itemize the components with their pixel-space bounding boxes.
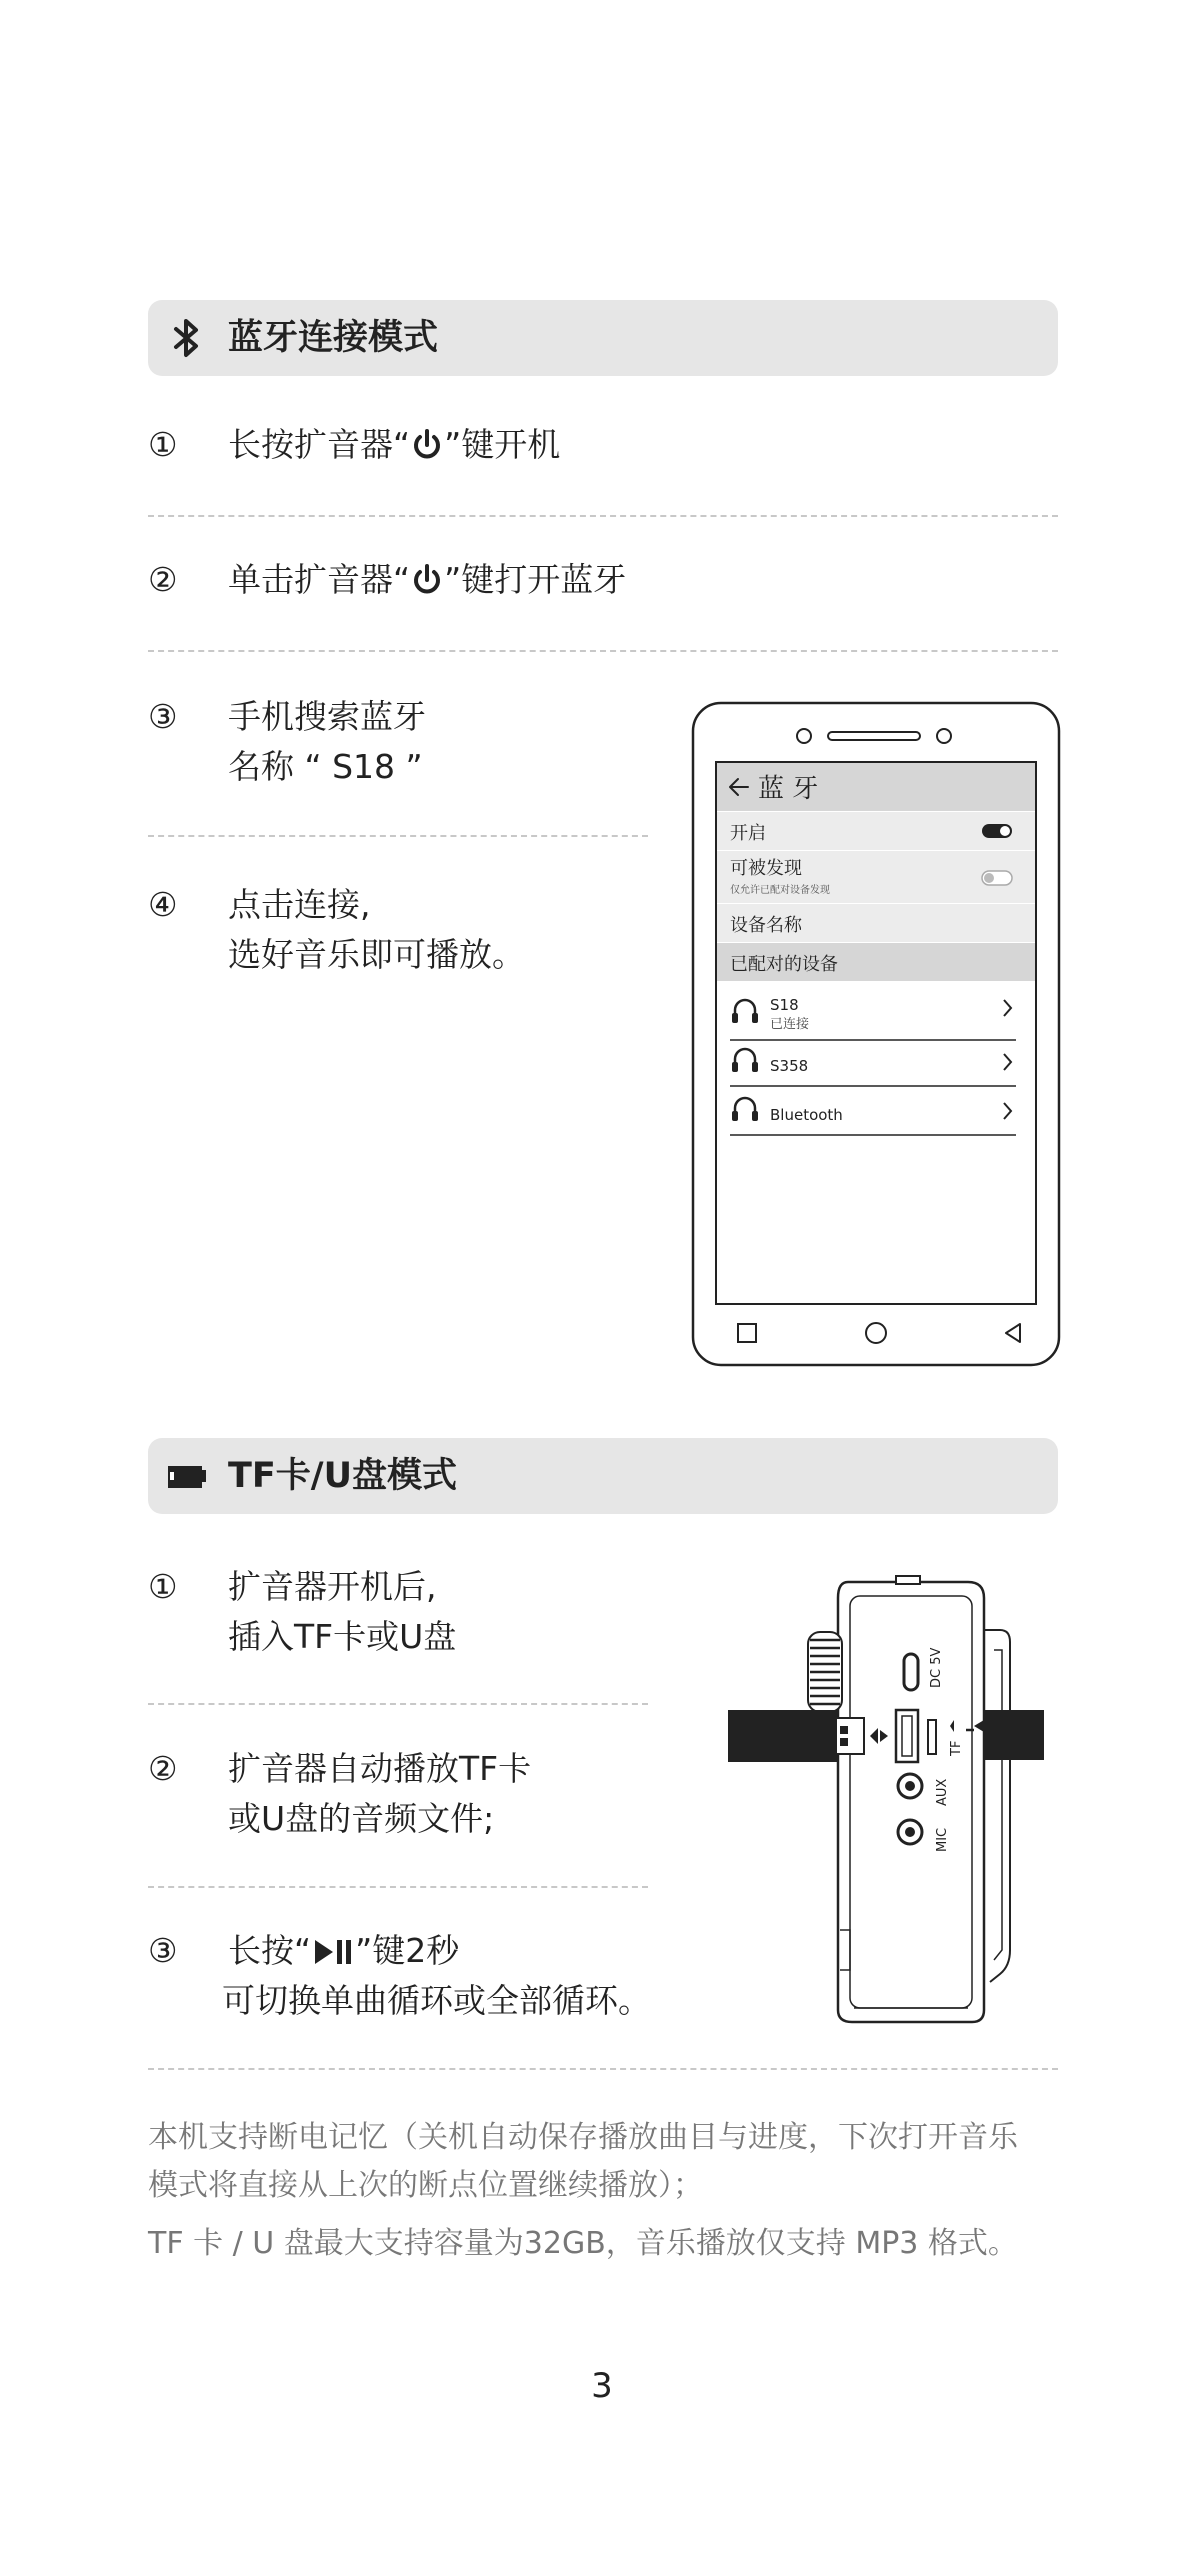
section-title: TF卡/U盘模式 (228, 1456, 457, 1496)
phone-illustration (690, 700, 1062, 1368)
port-label: DC 5V (929, 1647, 944, 1688)
divider (148, 835, 648, 837)
power-icon (410, 428, 444, 462)
step-2 (148, 555, 748, 605)
page-number: 3 (591, 2366, 613, 2406)
step-number: ① (148, 1567, 178, 1606)
bluetooth-icon (162, 314, 210, 362)
step-text-suffix: ”键打开蓝牙 (444, 560, 627, 599)
step-text-line1: 点击连接, (228, 885, 371, 924)
section-header-tf-card (148, 1438, 1058, 1514)
device-name: S18 (770, 996, 799, 1014)
step-text-suffix: ”键开机 (444, 425, 561, 464)
divider (148, 1703, 648, 1705)
step-number: ③ (148, 1931, 178, 1970)
note-line: 模式将直接从上次的断点位置继续播放）； (148, 2168, 703, 2203)
power-icon (410, 563, 444, 597)
step-1 (148, 420, 748, 470)
step-3 (148, 692, 648, 792)
divider (148, 1886, 648, 1888)
section-header-bluetooth (148, 300, 1058, 376)
step-number: ③ (148, 697, 178, 736)
open-label: 开启 (730, 823, 766, 844)
step-number: ① (148, 425, 178, 464)
port-label: TF (949, 1740, 964, 1756)
divider (148, 2068, 1058, 2070)
note-line: 本机支持断电记忆（关机自动保存播放曲目与进度，下次打开音乐 (148, 2120, 1018, 2155)
step-2 (148, 1744, 668, 1844)
step-4 (148, 880, 648, 980)
step-text-line2: 或U盘的音频文件; (228, 1799, 495, 1838)
step-text-line1: 扩音器自动播放TF卡 (228, 1749, 532, 1788)
note-line: TF 卡 / U 盘最大支持容量为32GB，音乐播放仅支持 MP3 格式。 (148, 2226, 1018, 2261)
port-label: MIC (935, 1827, 950, 1852)
step-text: 长按扩音器“ (228, 425, 411, 464)
paired-devices-label: 已配对的设备 (730, 954, 838, 975)
step-text: 长按“ (228, 1931, 312, 1970)
step-text-line2: 名称 “ S18 ” (228, 747, 423, 786)
section-title: 蓝牙连接模式 (228, 318, 439, 358)
step-number: ② (148, 1749, 178, 1788)
step-number: ④ (148, 885, 178, 924)
port-label: AUX (935, 1778, 950, 1806)
device-name: Bluetooth (770, 1106, 843, 1124)
discoverable-label: 可被发现 (730, 858, 802, 879)
sd-card-icon (162, 1452, 210, 1500)
device-name-label: 设备名称 (730, 915, 802, 936)
step-text-line2: 选好音乐即可播放。 (228, 935, 525, 974)
step-text-suffix: ”键2秒 (355, 1931, 460, 1970)
step-text-line2: 插入TF卡或U盘 (228, 1617, 457, 1656)
discoverable-sublabel: 仅允许已配对设备发现 (730, 885, 830, 896)
step-text-line1: 手机搜索蓝牙 (228, 697, 426, 736)
speaker-side-illustration (728, 1570, 1064, 2030)
step-3 (148, 1926, 768, 2026)
step-1 (148, 1562, 668, 1662)
divider (148, 515, 1058, 517)
step-text-line1: 扩音器开机后, (228, 1567, 437, 1606)
device-status: 已连接 (770, 1017, 810, 1032)
phone-header-title: 蓝 牙 (758, 774, 819, 804)
step-text: 单击扩音器“ (228, 560, 411, 599)
step-number: ② (148, 560, 178, 599)
device-name: S358 (770, 1057, 809, 1075)
usb-port-icon (896, 1710, 918, 1762)
step-text-line2: 可切换单曲循环或全部循环。 (222, 1981, 651, 2020)
play-pause-icon (311, 1936, 355, 1968)
divider (148, 650, 1058, 652)
